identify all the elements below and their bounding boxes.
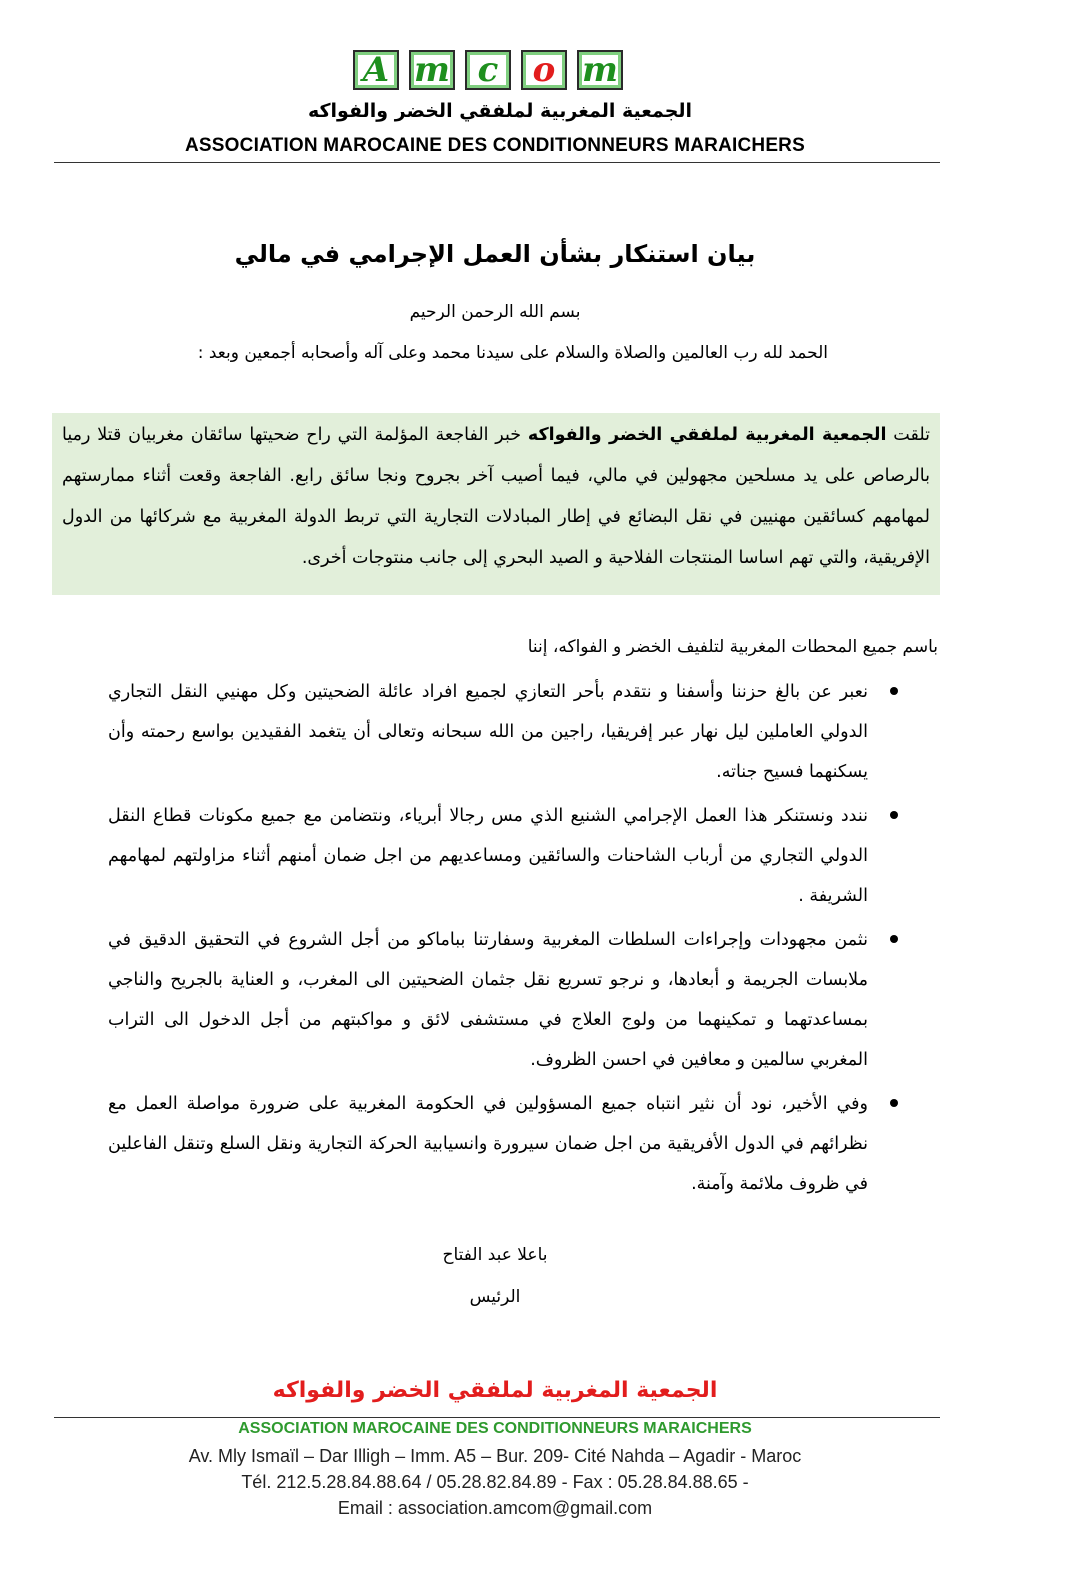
paragraph-prefix: تلقت bbox=[886, 425, 931, 445]
signatory-name: باعلا عبد الفتاح bbox=[442, 1245, 548, 1265]
logo-letter-c: c bbox=[465, 50, 511, 90]
footer-arabic-org-name: الجمعية المغربية لملفقي الخضر والفواكه bbox=[272, 1378, 718, 1403]
paragraph-body: خبر الفاجعة المؤلمة التي راح ضحيتها سائقان مغربيان قتلا رميا بالرصاص على يد مسلحين مجهولين في مالي، فيما أصيب آخر بجروح ونجا سائق رابع. الفاجعة وقعت أثناء ممارستهم لمهامهم كسائقين مهنيين في نقل البضائع في إطار المبادلات التجارية التي تربط الدولة المغربية مع شركائها من الدول الإفريقية، والتي تهم اساسا المنتجات الفلاحية و الصيد البحري إلى جانب منتوجات أخرى. bbox=[62, 425, 930, 568]
logo-letter-a: A bbox=[353, 50, 399, 90]
bullet-text: نثمن مجهودات وإجراءات السلطات المغربية وسفارتنا بباماكو من أجل الشروع في التحقيق الدقيق في ملابسات الجريمة و أبعادها، و نرجو تسريع نقل جثمان الضحيتين الى المغرب، و العناية بالجريح والناجي بمساعدتهما و تمكينهما من ولوج العلاج في مستشفى لائق و مواكبتهم من أجل الدخول الى التراب المغربي سالمين و معافين في احسن الظروف. bbox=[108, 930, 868, 1070]
opening-praise: الحمد لله رب العالمين والصلاة والسلام على سيدنا محمد وعلى آله وأصحابه أجمعين وبعد : bbox=[197, 343, 828, 363]
highlight-paragraph bbox=[62, 415, 930, 579]
list-item bbox=[108, 672, 938, 792]
list-item bbox=[108, 1084, 938, 1204]
bullet-text: نعبر عن بالغ حزننا وأسفنا و نتقدم بأحر التعازي لجميع افراد عائلة الضحيتين وكل مهنيي النقل التجاري الدولي العاملين ليل نهار عبر إفريقيا، راجين من الله سبحانه وتعالى أن يتغمد الفقيدين بواسع رحمته وأن يسكنهما فسيح جناته. bbox=[108, 682, 868, 782]
signatory-title: الرئيس bbox=[469, 1287, 521, 1307]
footer-email: Email : association.amcom@gmail.com bbox=[337, 1498, 653, 1518]
paragraph-org-name: الجمعية المغربية لملفقي الخضر والفواكه bbox=[527, 425, 887, 445]
header-french-org-name: ASSOCIATION MAROCAINE DES CONDITIONNEURS MARAICHERS bbox=[185, 135, 805, 156]
list-item bbox=[108, 796, 938, 916]
bullet-dot-icon bbox=[890, 1099, 898, 1107]
footer-french-org-name: ASSOCIATION MAROCAINE DES CONDITIONNEURS MARAICHERS bbox=[238, 1420, 752, 1437]
highlight-box bbox=[52, 413, 940, 595]
header-arabic-org-name: الجمعية المغربية لملفقي الخضر والفواكه bbox=[307, 100, 693, 122]
bullet-dot-icon bbox=[890, 687, 898, 695]
basmala: بسم الله الرحمن الرحيم bbox=[409, 302, 581, 322]
bullet-text: وفي الأخير، نود أن نثير انتباه جميع المسؤولين في الحكومة المغربية على ضرورة مواصلة العمل مع نظرائهم في الدول الأفريقية من اجل ضمان سيرورة وانسيابية الحركة التجارية ونقل السلع وتنقل الفاعلين في ظروف ملائمة وآمنة. bbox=[108, 1094, 868, 1194]
amcom-logo bbox=[353, 50, 623, 90]
logo-letter-m2: m bbox=[577, 50, 623, 90]
logo-letter-o: o bbox=[521, 50, 567, 90]
footer-divider bbox=[54, 1417, 940, 1418]
footer-address: Av. Mly Ismaïl – Dar Illigh – Imm. A5 – Bur. 209- Cité Nahda – Agadir - Maroc bbox=[188, 1446, 802, 1466]
intro-line: باسم جميع المحطات المغربية لتلفيف الخضر و الفواكه، إننا bbox=[527, 637, 938, 657]
footer-phone: Tél. 212.5.28.84.88.64 / 05.28.82.84.89 - Fax : 05.28.84.88.65 - bbox=[241, 1472, 749, 1492]
bullet-list bbox=[108, 672, 938, 1208]
header-divider bbox=[54, 162, 940, 163]
document-title: بيان استنكار بشأن العمل الإجرامي في مالي bbox=[234, 240, 756, 268]
bullet-text: نندد ونستنكر هذا العمل الإجرامي الشنيع الذي مس رجالا أبرياء، ونتضامن مع جميع مكونات قطاع النقل الدولي التجاري من أرباب الشاحنات والسائقين ومساعديهم من اجل ضمان أمنهم أثناء مزاولتهم لمهامهم الشريفة . bbox=[108, 806, 868, 906]
bullet-dot-icon bbox=[890, 811, 898, 819]
logo-letter-m1: m bbox=[409, 50, 455, 90]
bullet-dot-icon bbox=[890, 935, 898, 943]
list-item bbox=[108, 920, 938, 1080]
